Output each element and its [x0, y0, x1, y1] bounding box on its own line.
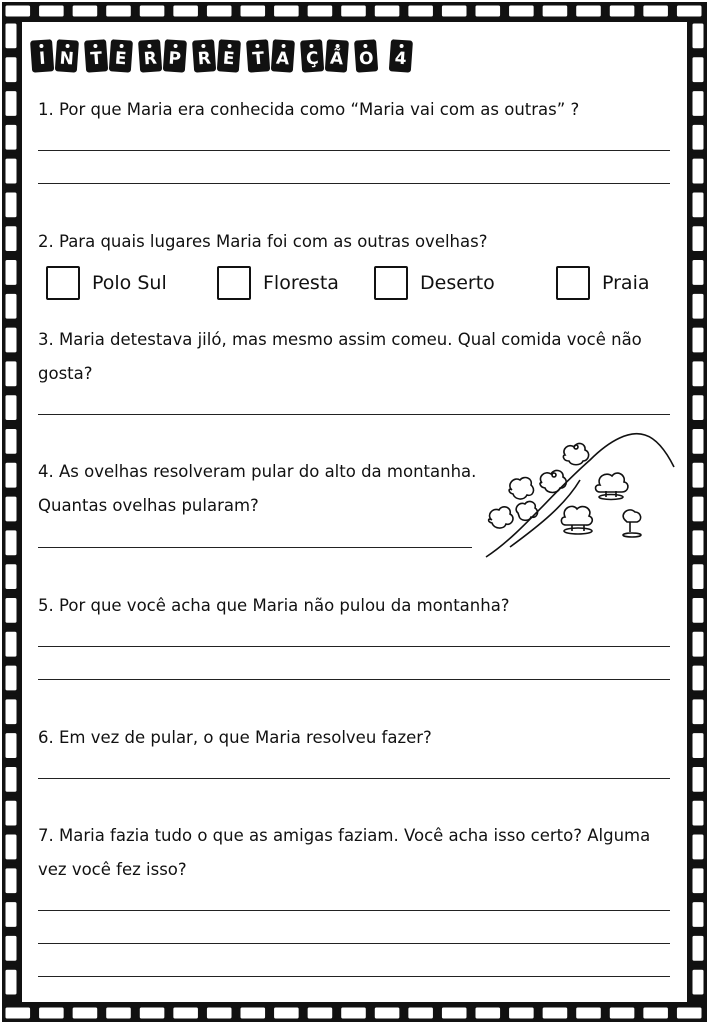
checkbox[interactable] [217, 266, 251, 300]
checkbox[interactable] [46, 266, 80, 300]
option-praia[interactable] [556, 266, 650, 300]
checkbox[interactable] [556, 266, 590, 300]
question-4-line-1: 4. As ovelhas resolveram pular do alto da montanha. [38, 462, 477, 481]
answer-line[interactable] [38, 910, 670, 911]
question-3-line-2: gosta? [38, 364, 93, 383]
question-7-line-2: vez você fez isso? [38, 860, 187, 879]
question-7-line-1: 7. Maria fazia tudo o que as amigas faziam. Você acha isso certo? Alguma [38, 826, 651, 845]
option-label: Deserto [420, 272, 495, 294]
sheep-on-hill-illustration [480, 425, 680, 565]
worksheet-title [30, 40, 413, 74]
answer-line[interactable] [38, 414, 670, 415]
title-letter: I [30, 39, 54, 72]
title-letter: A [271, 39, 295, 72]
question-2: 2. Para quais lugares Maria foi com as outras ovelhas? [38, 232, 488, 251]
title-letter: T [84, 39, 108, 72]
title-letter: O [354, 39, 378, 72]
option-polo-sul[interactable] [46, 266, 167, 300]
option-deserto[interactable] [374, 266, 495, 300]
question-6: 6. Em vez de pular, o que Maria resolveu fazer? [38, 728, 432, 747]
answer-line[interactable] [38, 976, 670, 977]
title-letter: R [192, 39, 216, 72]
title-letter: E [217, 39, 241, 72]
title-letter: T [246, 39, 270, 72]
option-floresta[interactable] [217, 266, 339, 300]
option-label: Polo Sul [92, 272, 167, 294]
title-letter: E [109, 39, 133, 72]
title-letter: Ç [300, 39, 324, 72]
question-5: 5. Por que você acha que Maria não pulou da montanha? [38, 596, 510, 615]
option-label: Praia [602, 272, 650, 294]
title-number: 4 [389, 39, 413, 72]
answer-line[interactable] [38, 679, 670, 680]
question-4-line-2: Quantas ovelhas pularam? [38, 496, 259, 515]
question-1: 1. Por que Maria era conhecida como “Maria vai com as outras” ? [38, 100, 580, 119]
checkbox[interactable] [374, 266, 408, 300]
answer-line[interactable] [38, 646, 670, 647]
title-letter: Ã [325, 39, 349, 72]
answer-line[interactable] [38, 943, 670, 944]
answer-line[interactable] [38, 150, 670, 151]
title-letter: R [138, 39, 162, 72]
answer-line[interactable] [38, 547, 472, 548]
answer-line[interactable] [38, 778, 670, 779]
question-3-line-1: 3. Maria detestava jiló, mas mesmo assim comeu. Qual comida você não [38, 330, 642, 349]
title-letter: P [163, 39, 187, 72]
option-label: Floresta [263, 272, 339, 294]
title-letter: N [55, 39, 79, 72]
answer-line[interactable] [38, 183, 670, 184]
